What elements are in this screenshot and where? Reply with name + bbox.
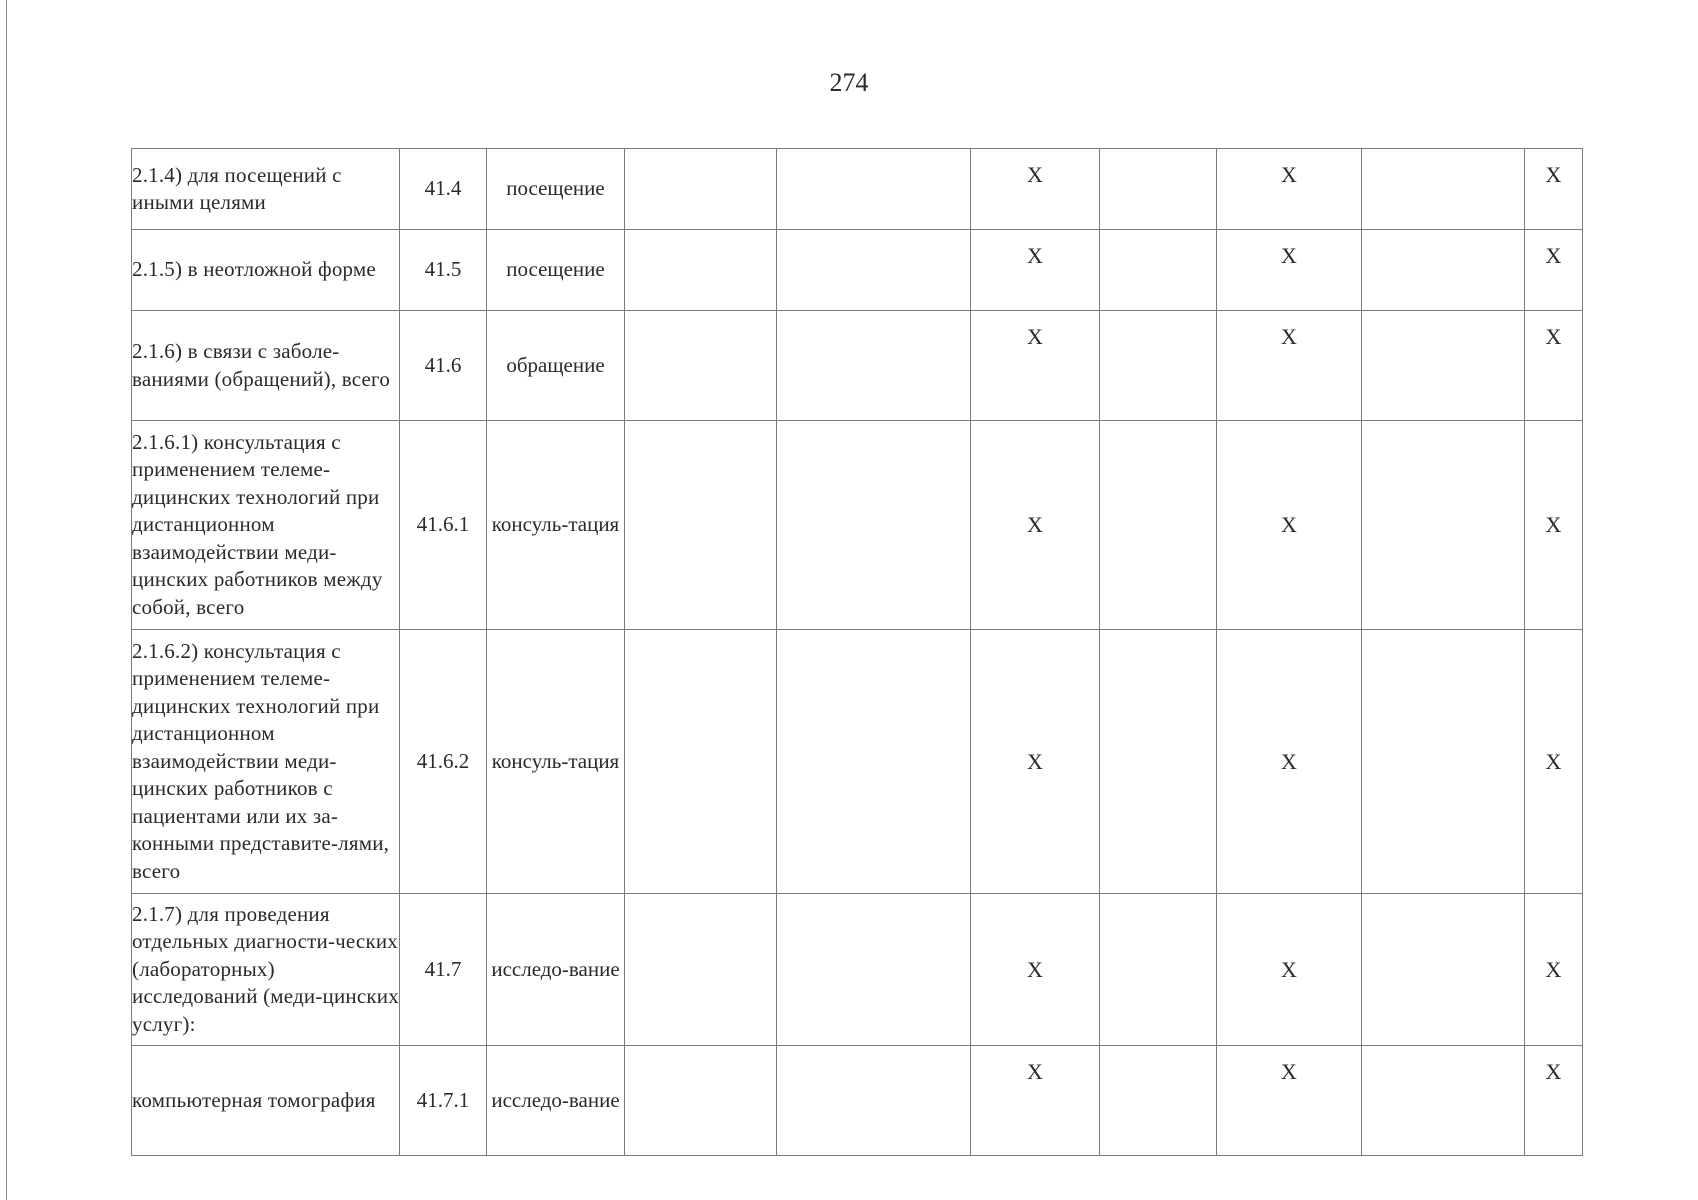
x-mark-cell xyxy=(971,630,1100,894)
row-code-cell xyxy=(400,311,487,421)
x-mark: X xyxy=(1545,243,1562,268)
x-mark-cell xyxy=(1217,894,1362,1046)
row-unit-cell xyxy=(487,149,625,230)
table-row xyxy=(132,421,1583,630)
x-mark: X xyxy=(1027,324,1043,349)
row-unit-cell xyxy=(487,1046,625,1156)
empty-cell xyxy=(1362,894,1525,1046)
row-code-cell xyxy=(400,230,487,311)
row-name: 2.1.4) для посещений с иными целями xyxy=(132,162,342,214)
empty-cell xyxy=(1362,421,1525,630)
x-mark-cell xyxy=(1217,1046,1362,1156)
x-mark-cell xyxy=(1217,149,1362,230)
row-code: 41.7 xyxy=(424,956,462,981)
row-code-cell xyxy=(400,894,487,1046)
x-mark-cell xyxy=(1525,1046,1583,1156)
x-mark-cell xyxy=(1525,149,1583,230)
empty-cell xyxy=(625,311,777,421)
row-code: 41.6 xyxy=(424,352,462,377)
empty-cell xyxy=(777,230,971,311)
empty-cell xyxy=(1362,1046,1525,1156)
empty-cell xyxy=(777,311,971,421)
x-mark-cell xyxy=(1525,311,1583,421)
row-name-cell xyxy=(132,230,400,311)
x-mark: X xyxy=(1545,1059,1562,1084)
row-unit: консуль-тация xyxy=(491,512,620,537)
row-unit: обращение xyxy=(506,352,605,377)
x-mark: X xyxy=(1027,162,1043,187)
x-mark-cell xyxy=(971,311,1100,421)
table-row xyxy=(132,630,1583,894)
x-mark: X xyxy=(1027,243,1043,268)
empty-cell xyxy=(777,421,971,630)
row-name: компьютерная томография xyxy=(132,1087,376,1112)
x-mark-cell xyxy=(1525,230,1583,311)
row-name-cell xyxy=(132,421,400,630)
page-edge-line xyxy=(6,0,7,1200)
row-code: 41.6.1 xyxy=(416,512,470,537)
x-mark-cell xyxy=(971,894,1100,1046)
empty-cell xyxy=(625,421,777,630)
row-name: 2.1.6) в связи с заболе-ваниями (обращений), всего xyxy=(132,339,391,391)
x-mark: X xyxy=(1281,324,1297,349)
x-mark: X xyxy=(1027,1059,1043,1084)
x-mark: X xyxy=(1281,748,1297,774)
empty-cell xyxy=(1100,894,1217,1046)
empty-cell xyxy=(625,1046,777,1156)
row-name: 2.1.6.2) консультация с применением телеме-дицинских технологий при дистанционном взаимодействии меди-цинских работников с пациентами или их за-конными представите-лями, всего xyxy=(132,638,390,883)
empty-cell xyxy=(1100,149,1217,230)
table-row xyxy=(132,230,1583,311)
row-unit-cell xyxy=(487,311,625,421)
row-unit-cell xyxy=(487,230,625,311)
x-mark: X xyxy=(1027,748,1043,774)
x-mark: X xyxy=(1545,956,1562,982)
row-code-cell xyxy=(400,421,487,630)
row-unit-cell xyxy=(487,421,625,630)
indicator-table xyxy=(131,148,1583,1156)
empty-cell xyxy=(1100,311,1217,421)
x-mark: X xyxy=(1027,956,1043,982)
empty-cell xyxy=(1100,630,1217,894)
x-mark-cell xyxy=(1217,630,1362,894)
x-mark: X xyxy=(1545,748,1562,774)
row-code-cell xyxy=(400,149,487,230)
x-mark: X xyxy=(1281,162,1297,187)
empty-cell xyxy=(1100,1046,1217,1156)
row-code: 41.5 xyxy=(424,257,462,282)
row-code: 41.7.1 xyxy=(416,1087,470,1112)
row-code-cell xyxy=(400,1046,487,1156)
row-name: 2.1.7) для проведения отдельных диагности-ческих (лабораторных) исследований (меди-цинских услуг): xyxy=(132,901,399,1036)
empty-cell xyxy=(777,630,971,894)
empty-cell xyxy=(777,149,971,230)
row-name-cell xyxy=(132,149,400,230)
row-name: 2.1.5) в неотложной форме xyxy=(132,257,376,282)
row-code-cell xyxy=(400,630,487,894)
empty-cell xyxy=(625,230,777,311)
empty-cell xyxy=(1362,630,1525,894)
table-row xyxy=(132,1046,1583,1156)
empty-cell xyxy=(1362,230,1525,311)
x-mark: X xyxy=(1281,956,1297,982)
row-name-cell xyxy=(132,894,400,1046)
empty-cell xyxy=(1100,421,1217,630)
x-mark: X xyxy=(1281,512,1297,538)
table-row xyxy=(132,311,1583,421)
row-name-cell xyxy=(132,1046,400,1156)
x-mark: X xyxy=(1027,512,1043,538)
x-mark: X xyxy=(1545,324,1562,349)
empty-cell xyxy=(625,630,777,894)
empty-cell xyxy=(1362,149,1525,230)
x-mark-cell xyxy=(1525,630,1583,894)
x-mark: X xyxy=(1545,162,1562,187)
row-name-cell xyxy=(132,311,400,421)
table-row xyxy=(132,149,1583,230)
row-unit: исследо-вание xyxy=(491,1087,620,1112)
x-mark-cell xyxy=(1525,421,1583,630)
row-name: 2.1.6.1) консультация с применением телеме-дицинских технологий при дистанционном взаимодействии меди-цинских работников между собой, всего xyxy=(132,429,383,619)
empty-cell xyxy=(1362,311,1525,421)
page-number: 274 xyxy=(829,68,869,97)
row-unit: консуль-тация xyxy=(491,748,620,773)
empty-cell xyxy=(777,1046,971,1156)
table-row xyxy=(132,894,1583,1046)
x-mark-cell xyxy=(971,1046,1100,1156)
x-mark-cell xyxy=(971,149,1100,230)
row-name-cell xyxy=(132,630,400,894)
row-unit: посещение xyxy=(506,176,605,201)
empty-cell xyxy=(625,894,777,1046)
x-mark-cell xyxy=(1217,311,1362,421)
row-code: 41.4 xyxy=(424,176,462,201)
empty-cell xyxy=(625,149,777,230)
x-mark-cell xyxy=(971,421,1100,630)
x-mark-cell xyxy=(1217,230,1362,311)
x-mark: X xyxy=(1545,512,1562,538)
x-mark: X xyxy=(1281,243,1297,268)
row-unit-cell xyxy=(487,630,625,894)
x-mark: X xyxy=(1281,1059,1297,1084)
row-unit: посещение xyxy=(506,257,605,282)
row-unit-cell xyxy=(487,894,625,1046)
row-unit: исследо-вание xyxy=(491,956,620,981)
x-mark-cell xyxy=(971,230,1100,311)
x-mark-cell xyxy=(1525,894,1583,1046)
x-mark-cell xyxy=(1217,421,1362,630)
empty-cell xyxy=(1100,230,1217,311)
empty-cell xyxy=(777,894,971,1046)
row-code: 41.6.2 xyxy=(416,748,470,773)
